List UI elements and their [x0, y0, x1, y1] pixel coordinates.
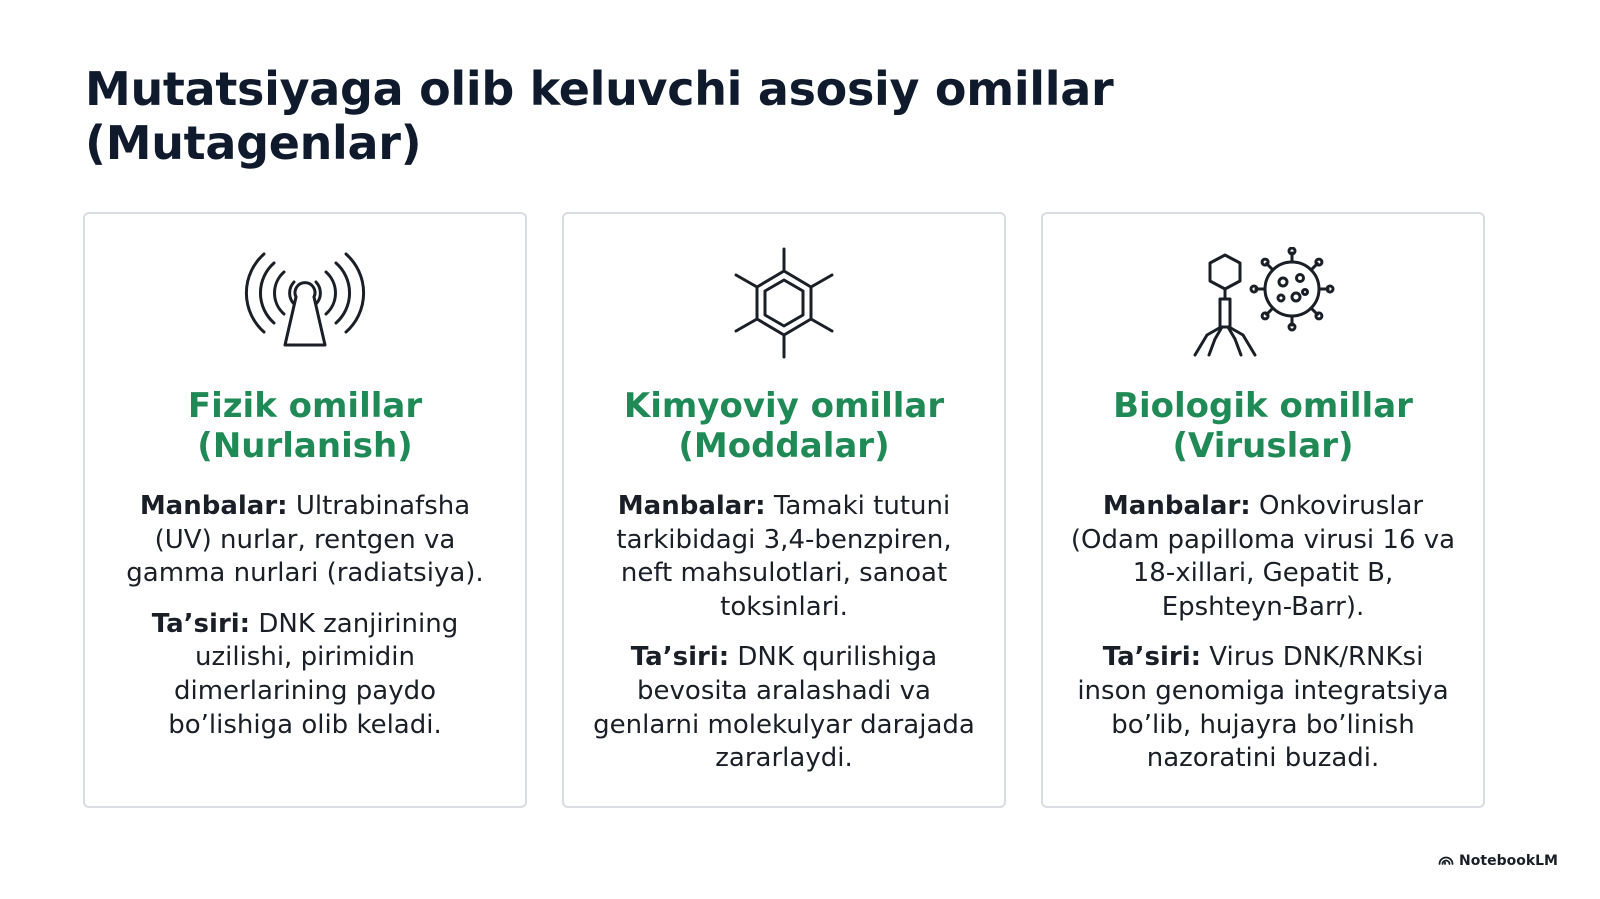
effect-label: Ta’siri: — [1102, 642, 1202, 673]
benzene-molecule-icon — [564, 244, 1004, 362]
card-body — [590, 490, 978, 793]
effect-label: Ta’siri: — [151, 608, 251, 639]
card-body — [111, 490, 499, 759]
effect-text: Virus DNK/RNKsi inson genomiga integratsiya bo’lib, hujayra bo’linish nazoratini buzadi. — [1077, 642, 1449, 774]
notebooklm-logo-icon — [1438, 853, 1454, 869]
slide-title: Mutatsiyaga olib keluvchi asosiy omillar (Mutagenlar) — [85, 62, 1114, 170]
sources-label: Manbalar: — [1102, 491, 1251, 521]
card-heading: Biologik omillar (Viruslar) — [1113, 386, 1413, 466]
virus-bacteriophage-icon — [1043, 244, 1483, 362]
sources-paragraph — [1069, 490, 1457, 624]
card-body — [1069, 490, 1457, 793]
card-biological-factors — [1041, 212, 1485, 808]
sources-text: Tamaki tutuni tarkibidagi 3,4-benzpiren, neft mahsulotlari, sanoat toksinlari. — [616, 491, 952, 622]
effect-paragraph — [1069, 641, 1457, 775]
brand-name: NotebookLM — [1459, 853, 1558, 869]
effect-label: Ta’siri: — [630, 642, 730, 673]
card-physical-factors — [83, 212, 527, 808]
card-heading: Fizik omillar (Nurlanish) — [187, 386, 423, 466]
sources-paragraph — [590, 490, 978, 624]
effect-paragraph — [590, 641, 978, 775]
footer-brand — [1438, 853, 1558, 869]
effect-text: DNK qurilishiga bevosita aralashadi va genlarni molekulyar darajada zararlaydi. — [593, 642, 975, 774]
card-heading: Kimyoviy omillar (Moddalar) — [623, 386, 945, 466]
effect-paragraph — [111, 608, 499, 742]
sources-text: Onkoviruslar (Odam papilloma virusi 16 va 18-xillari, Gepatit B, Epshteyn-Barr). — [1070, 491, 1456, 622]
card-chemical-factors — [562, 212, 1006, 808]
sources-label: Manbalar: — [139, 491, 288, 521]
effect-text: DNK zanjirining uzilishi, pirimidin dimerlarining paydo bo’lishiga olib keladi. — [168, 608, 459, 740]
sources-label: Manbalar: — [617, 491, 766, 521]
sources-paragraph — [111, 490, 499, 591]
sources-text: Ultrabinafsha (UV) nurlar, rentgen va gamma nurlari (radiatsiya). — [126, 491, 484, 589]
radiation-antenna-icon — [85, 244, 525, 362]
